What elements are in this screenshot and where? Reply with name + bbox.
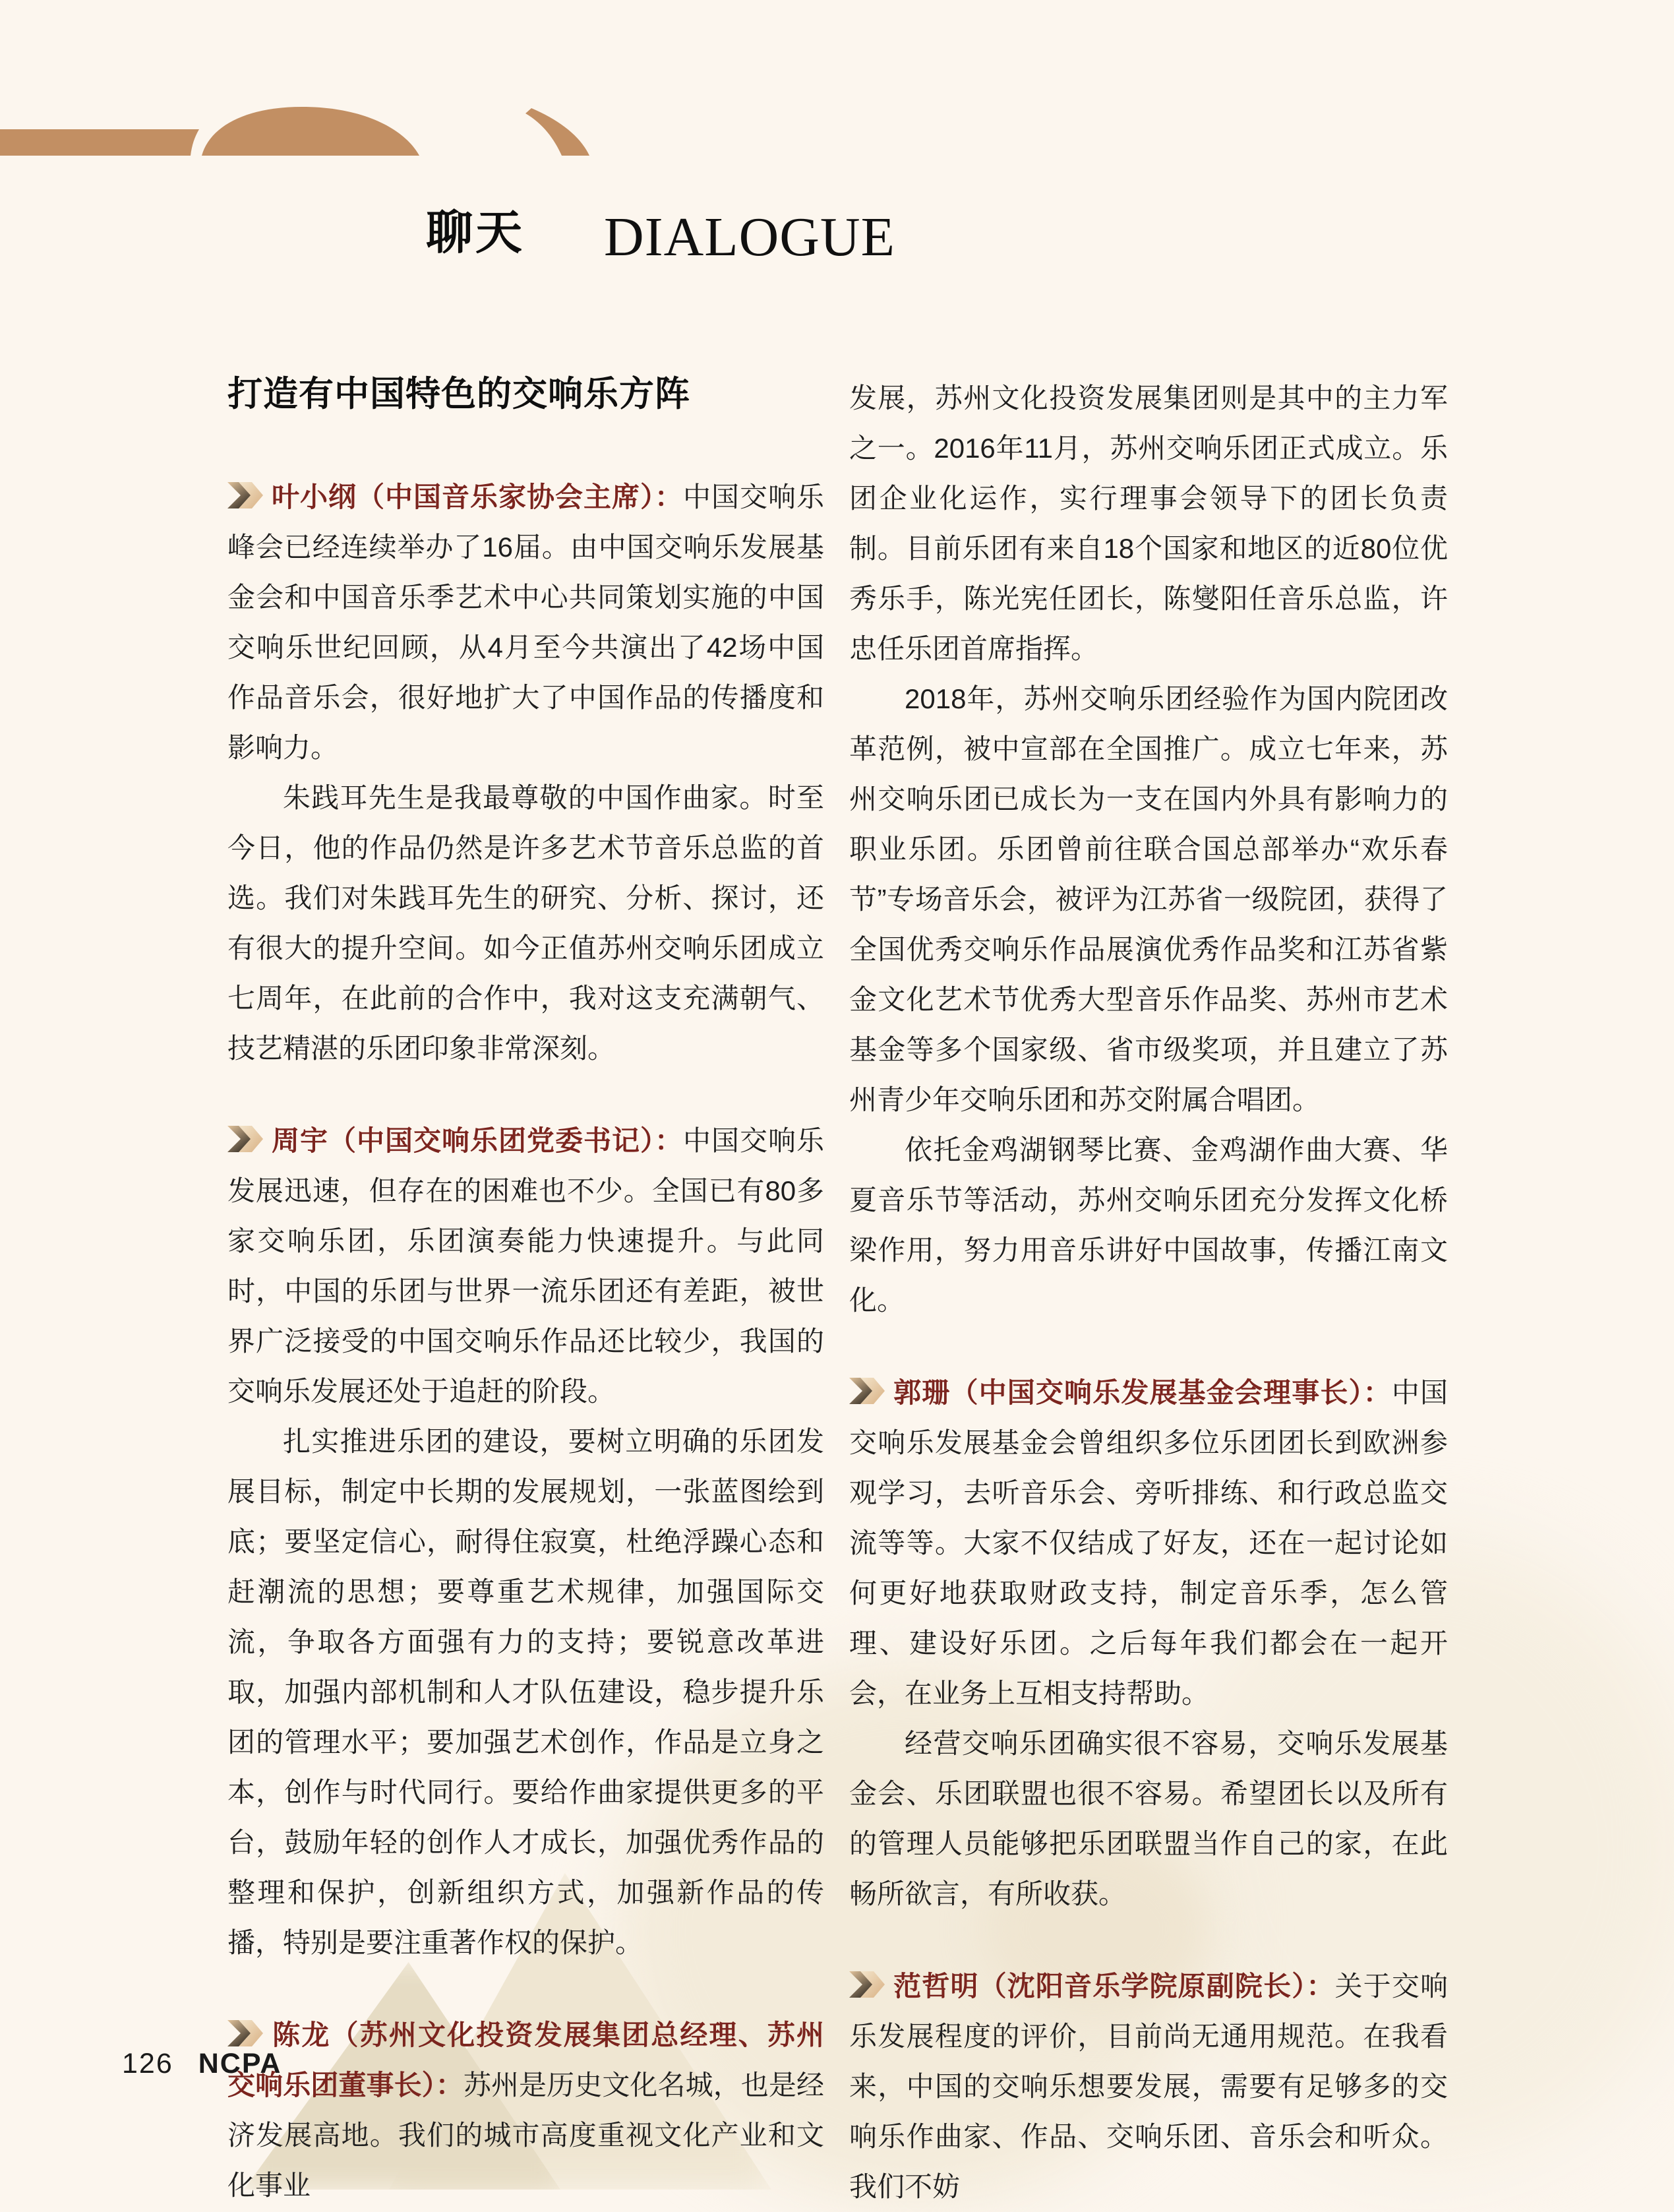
- speech-text: 关于交响乐发展程度的评价，目前尚无通用规范。在我看来，中国的交响乐想要发展，需要有足够多的交响乐作曲家、作品、交响乐团、音乐会和听众。我们不妨: [849, 1971, 1448, 2202]
- speech-text: 依托金鸡湖钢琴比赛、金鸡湖作曲大赛、华夏音乐节等活动，苏州交响乐团充分发挥文化桥梁作用，努力用音乐讲好中国故事，传播江南文化。: [849, 1134, 1448, 1316]
- section-title-cn: 聊天: [426, 207, 525, 259]
- speaker-block: [849, 1368, 1448, 1919]
- speech-text: 苏州是历史文化名城，也是经济发展高地。我们的城市高度重视文化产业和文化事业: [227, 2070, 824, 2201]
- paragraph-block: [849, 373, 1448, 1326]
- speech-text: 朱践耳先生是我最尊敬的中国作曲家。时至今日，他的作品仍然是许多艺术节音乐总监的首选。我们对朱践耳先生的研究、分析、探讨，还有很大的提升空间。如今正值苏州交响乐团成立七周年，在此前的合作中，我对这支充满朝气、技艺精湛的乐团印象非常深刻。: [227, 782, 824, 1064]
- ncpa-dome-logo-icon: [0, 99, 626, 185]
- section-header: [0, 99, 989, 268]
- speaker-label: 周宇（中国交响乐团党委书记）：: [271, 1125, 683, 1156]
- page-number: 126: [122, 2048, 173, 2079]
- speech-text: 中国交响乐发展基金会曾组织多位乐团团长到欧洲参观学习，去听音乐会、旁听排练、和行政总监交流等等。大家不仅结成了好友，还在一起讨论如何更好地获取财政支持，制定音乐季，怎么管理、建设好乐团。之后每年我们都会在一起开会，在业务上互相支持帮助。: [849, 1377, 1448, 1709]
- speaker-block: [227, 472, 824, 1074]
- page-footer: [122, 2048, 282, 2080]
- speaker-label: 叶小纲（中国音乐家协会主席）：: [271, 481, 683, 512]
- speech-text: 经营交响乐团确实很不容易，交响乐发展基金会、乐团联盟也很不容易。希望团长以及所有的管理人员能够把乐团联盟当作自己的家，在此畅所欲言，有所收获。: [849, 1728, 1448, 1909]
- left-column: [227, 368, 824, 2211]
- speech-text-continued: 发展，苏州文化投资发展集团则是其中的主力军之一。2016年11月，苏州交响乐团正式成立。乐团企业化运作，实行理事会领导下的团长负责制。目前乐团有来自18个国家和地区的近80位优秀乐手，陈光宪任团长，陈燮阳任音乐总监，许忠任乐团首席指挥。: [849, 383, 1448, 664]
- article-title: 打造有中国特色的交响乐方阵: [227, 375, 690, 414]
- brand-ncpa: NCPA: [198, 2048, 282, 2079]
- speech-text: 中国交响乐发展迅速，但存在的困难也不少。全国已有80多家交响乐团，乐团演奏能力快速提升。与此同时，中国的乐团与世界一流乐团还有差距，被世界广泛接受的中国交响乐作品还比较少，我国的交响乐发展还处于追赶的阶段。: [227, 1125, 824, 1407]
- speaker-block: [227, 1116, 824, 1968]
- speech-text: 扎实推进乐团的建设，要树立明确的乐团发展目标，制定中长期的发展规划，一张蓝图绘到底；要坚定信心，耐得住寂寞，杜绝浮躁心态和赶潮流的思想；要尊重艺术规律，加强国际交流，争取各方面强有力的支持；要锐意改革进取，加强内部机制和人才队伍建设，稳步提升乐团的管理水平；要加强艺术创作，作品是立身之本，创作与时代同行。要给作曲家提供更多的平台，鼓励年轻的创作人才成长，加强优秀作品的整理和保护，创新组织方式，加强新作品的传播，特别是要注重著作权的保护。: [227, 1426, 824, 1958]
- speaker-block: [227, 2010, 824, 2211]
- speaker-label: 陈龙（苏州文化投资发展集团总经理、苏州交响乐团董事长）：: [227, 2019, 824, 2101]
- section-title-en: DIALOGUE: [604, 206, 895, 268]
- double-chevron-icon: [227, 1119, 263, 1148]
- speaker-block: [849, 1961, 1448, 2212]
- speaker-label: 范哲明（沈阳音乐学院原副院长）：: [893, 1971, 1335, 2002]
- double-chevron-icon: [849, 1371, 885, 1400]
- speaker-label: 郭珊（中国交响乐发展基金会理事长）：: [893, 1377, 1392, 1408]
- speech-text: 中国交响乐峰会已经连续举办了16届。由中国交响乐发展基金会和中国音乐季艺术中心共同策划实施的中国交响乐世纪回顾，从4月至今共演出了42场中国作品音乐会，很好地扩大了中国作品的传播度和影响力。: [227, 481, 824, 763]
- double-chevron-icon: [227, 476, 263, 505]
- speech-text: 2018年，苏州交响乐团经验作为国内院团改革范例，被中宣部在全国推广。成立七年来，苏州交响乐团已成长为一支在国内外具有影响力的职业乐团。乐团曾前往联合国总部举办“欢乐春节”专场音乐会，被评为江苏省一级院团，获得了全国优秀交响乐作品展演优秀作品奖和江苏省紫金文化艺术节优秀大型音乐作品奖、苏州市艺术基金等多个国家级、省市级奖项，并且建立了苏州青少年交响乐团和苏交附属合唱团。: [849, 683, 1448, 1115]
- right-column: [849, 373, 1448, 2212]
- double-chevron-icon: [227, 2013, 263, 2043]
- double-chevron-icon: [849, 1965, 885, 1994]
